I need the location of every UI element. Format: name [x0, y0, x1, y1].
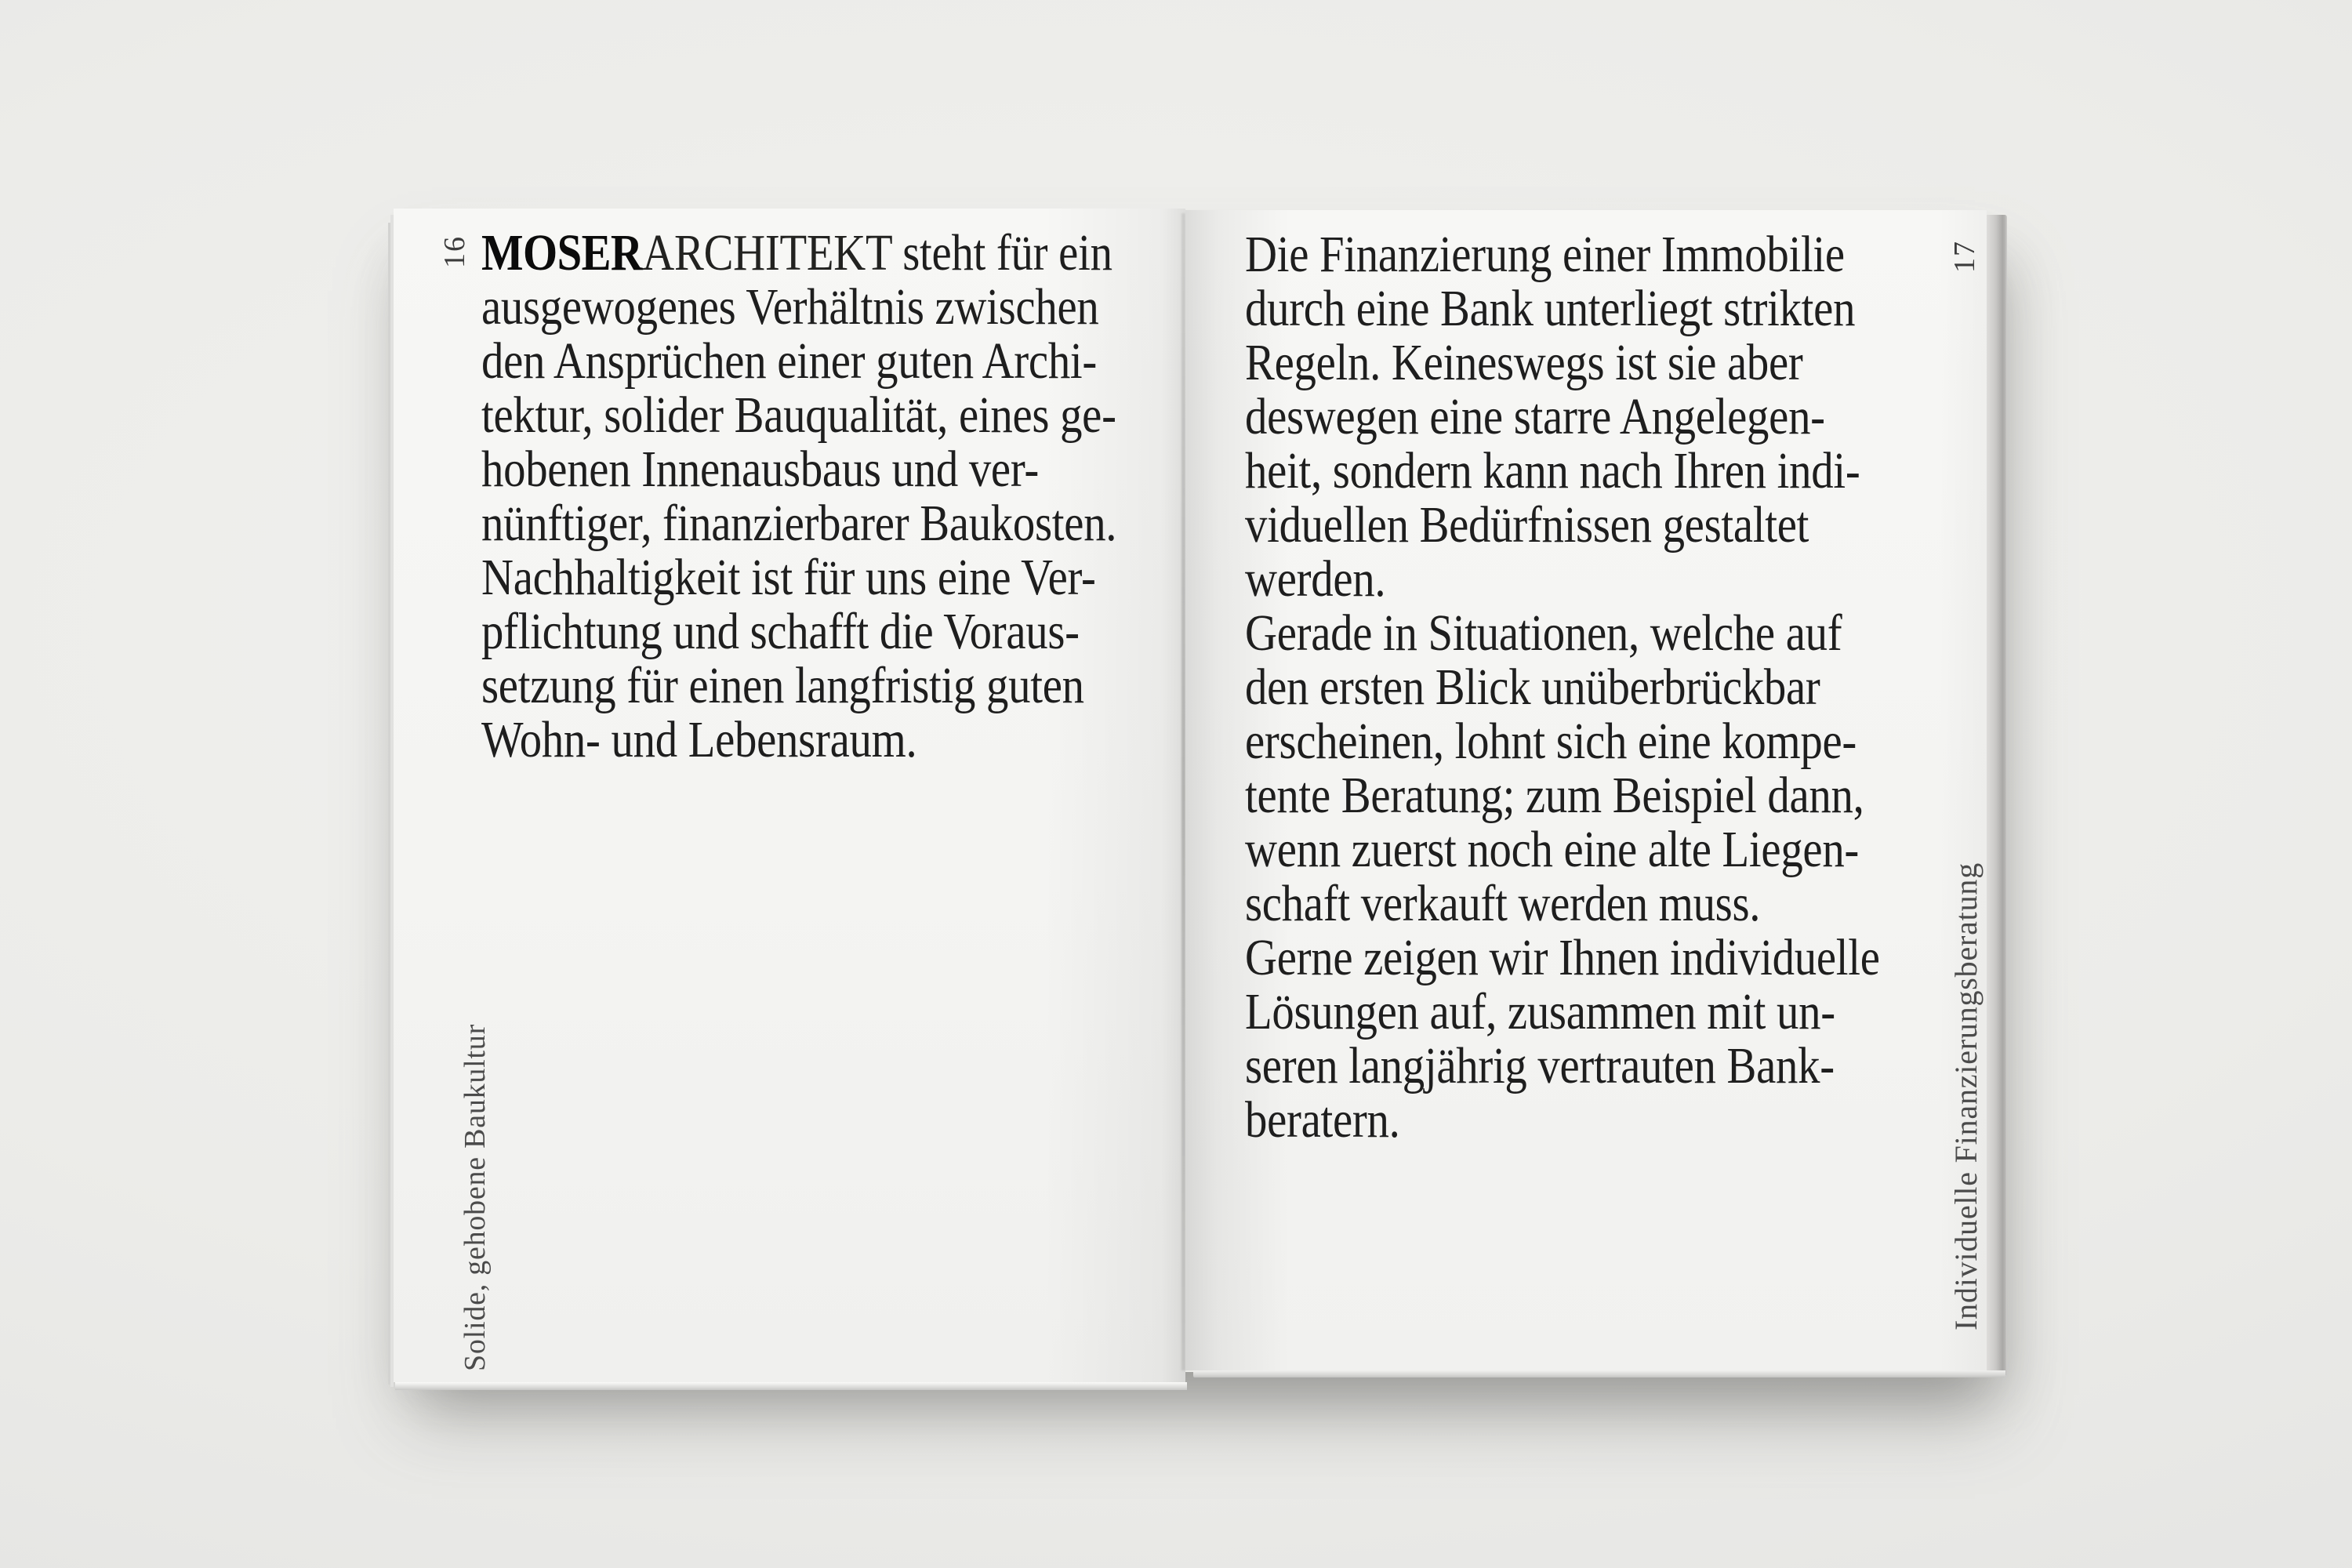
brand-wordmark-moser: MOSER: [481, 224, 643, 281]
text-line: Regeln. Keineswegs ist sie aber: [1245, 334, 1803, 391]
page-number-left: 16: [438, 235, 471, 268]
text-line: viduellen Bedürfnissen gestaltet: [1245, 496, 1809, 554]
text-line: Wohn- und Lebensraum.: [481, 711, 917, 768]
text-line: seren langjährig vertrauten Bank-: [1245, 1037, 1835, 1094]
text-line: den Ansprüchen einer guten Archi-: [481, 332, 1098, 390]
left-side-caption: Solide, gehobene Baukultur: [459, 1024, 492, 1371]
text-line: erscheinen, lohnt sich eine kompe-: [1245, 713, 1857, 770]
text-line: wenn zuerst noch eine alte Liegen-: [1245, 821, 1860, 878]
text-line: [481, 226, 1223, 280]
text-line: Gerade in Situationen, welche auf: [1245, 604, 1842, 662]
text-line: schaft verkauft werden muss.: [1245, 875, 1761, 932]
page-number-right: 17: [1948, 240, 1981, 273]
right-page-body-text: [1245, 227, 1987, 1147]
text-line: nünftiger, finanzierbarer Baukosten.: [481, 495, 1117, 552]
text-line: tektur, solider Bauqualität, eines ge-: [481, 387, 1116, 444]
page-stack-fore-edge: [1987, 215, 2007, 1375]
text-line: Die Finanzierung einer Immobilie: [1245, 226, 1845, 283]
text-line: deswegen eine starre Angelegen-: [1245, 388, 1825, 445]
text-line: werden.: [1245, 550, 1386, 608]
text-line: hobenen Innenausbaus und ver-: [481, 441, 1039, 498]
text-line: durch eine Bank unterliegt strikten: [1245, 280, 1856, 337]
text-line: tente Beratung; zum Beispiel dann,: [1245, 767, 1864, 824]
stacked-sheet-edge: [390, 215, 394, 1387]
text-line: den ersten Blick unüberbrückbar: [1245, 659, 1820, 716]
text-line: ausgewogenes Verhältnis zwischen: [481, 278, 1099, 336]
text-line-fragment: steht für ein: [891, 224, 1112, 281]
text-line: pflichtung und schafft die Voraus-: [481, 603, 1080, 660]
left-page-body-text: [481, 226, 1223, 767]
right-side-caption: Individuelle Finanzierungsberatung: [1948, 862, 1984, 1331]
text-line: heit, sondern kann nach Ihren indi-: [1245, 442, 1860, 499]
text-line: beratern.: [1245, 1091, 1400, 1149]
text-line: Lösungen auf, zusammen mit un-: [1245, 983, 1835, 1040]
brand-wordmark-architekt: ARCHITEKT: [642, 224, 892, 281]
text-line: Gerne zeigen wir Ihnen individuelle: [1245, 929, 1880, 986]
text-line: setzung für einen langfristig guten: [481, 657, 1084, 714]
text-line: Nachhaltigkeit ist für uns eine Ver-: [481, 549, 1096, 606]
page-right: [1185, 210, 1987, 1370]
page-left: [394, 209, 1185, 1382]
stacked-sheet-edge: [388, 223, 390, 1385]
